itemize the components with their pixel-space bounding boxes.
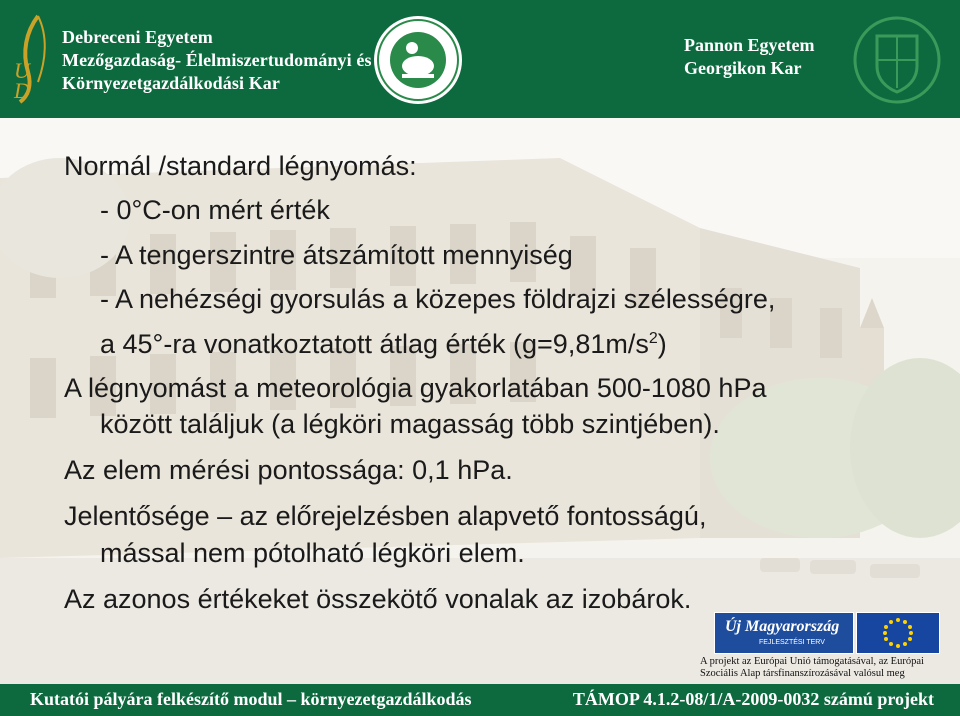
text-line-10: mással nem pótolható légköri elem. [100, 538, 525, 568]
header-right-line-1: Pannon Egyetem [684, 35, 815, 55]
svg-text:D: D [14, 78, 30, 103]
uj-logo-subtitle: FEJLESZTÉSI TERV [759, 639, 825, 646]
superscript-2: 2 [648, 330, 658, 347]
text-line-9: Jelentősége – az előrejelzésben alapvető fontosságú, [64, 501, 707, 531]
svg-text:U: U [14, 58, 30, 83]
text-line-5-main: a 45°-ra vonatkoztatott átlag érték (g=9,81m/s [100, 329, 649, 359]
text-line-6: A légnyomást a meteorológia gyakorlatában 500-1080 hPa [64, 373, 767, 403]
text-line-2: - 0°C-on mért érték [100, 195, 330, 225]
uj-logo-title: Új Magyarország [725, 618, 840, 635]
uj-magyarorszag-logo [714, 612, 854, 654]
header-line-3: Környezetgazdálkodási Kar [62, 73, 280, 93]
eu-flag-icon [856, 612, 940, 654]
text-line-11: Az azonos értékeket összekötő vonalak az izobárok. [64, 584, 692, 614]
eu-stars-icon [857, 613, 939, 653]
footer-bar [0, 684, 960, 716]
header-line-2: Mezőgazdaság- Élelmiszertudományi és [62, 50, 372, 70]
text-line-3: - A tengerszintre átszámított mennyiség [100, 240, 573, 270]
footer-project-id: TÁMOP 4.1.2-08/1/A-2009-0032 számú projekt [572, 689, 934, 709]
text-line-4: - A nehézségi gyorsulás a közepes földrajzi szélességre, [100, 284, 776, 314]
text-line-7: között találjuk (a légköri magasság több szintjében). [100, 409, 720, 439]
text-line-8: Az elem mérési pontossága: 0,1 hPa. [64, 455, 513, 485]
text-line-5-end: ) [657, 329, 667, 359]
header-line-1: Debreceni Egyetem [62, 27, 213, 47]
header-right-line-2: Georgikon Kar [684, 58, 802, 78]
text-line-5 [100, 328, 667, 360]
footer-module-title: Kutatói pályára felkészítő modul – környezetgazdálkodás [30, 689, 472, 709]
text-line-1: Normál /standard légnyomás: [64, 151, 417, 181]
eu-funding-note: A projekt az Európai Unió támogatásával, az Európai Szociális Alap társfinanszírozásával valósul meg [700, 656, 924, 679]
